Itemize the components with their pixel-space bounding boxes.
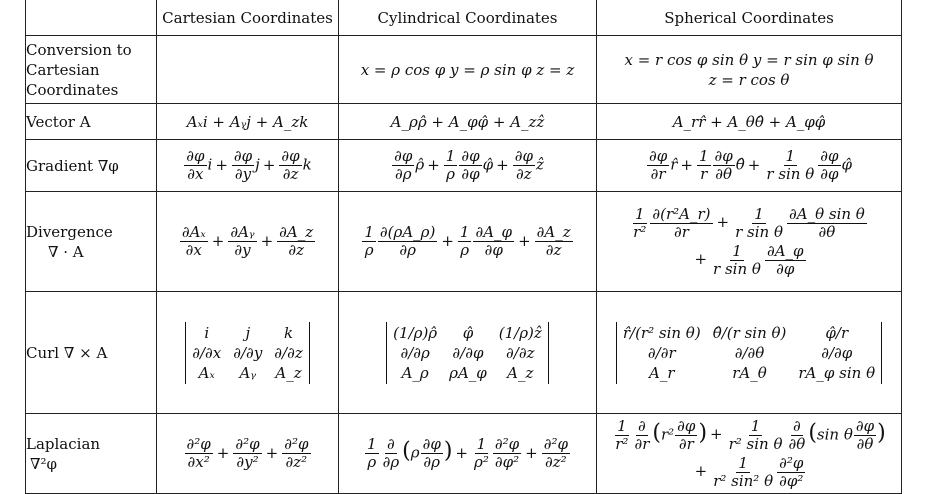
label-laplacian-line2: ∇²φ	[30, 454, 57, 473]
row-laplacian	[26, 414, 902, 494]
label-vector: Vector A	[26, 104, 157, 140]
row-conversion	[26, 36, 902, 104]
curl-cylindrical-determinant: (1/ρ)ρ̂ φ̂ (1/ρ)ẑ ∂/∂ρ ∂/∂φ ∂/∂z A_ρ ρA_φ A_z	[386, 322, 549, 384]
label-gradient: Gradient ∇φ	[26, 140, 157, 192]
gradient-spherical: $\frac{\partial\varphi}{\partial r}$ r̂ + $\frac{1}{r}$ $\frac{\partial\varphi}{\partial\theta}$ θ̂ + $\frac{1}{\text{r sin θ}}$ $\frac{\partial\varphi}{\partial\varphi}$ φ̂	[597, 140, 902, 192]
laplacian-spherical: $\frac{1}{\text{r²}}$ $\frac{\partial}{\partial r}$ (r² $\frac{\partial\varphi}{\partial r}$ ) + $\frac{1}{\text{r² sin θ}}$ $\frac{\partial}{\partial\theta}$ (sin θ $\frac{\partial\varphi}{\partial\theta}$ ) + $\frac{1}{\text{r² sin² θ}}$ $\frac{\text{∂²φ}}{\text{∂φ²}}$	[597, 414, 902, 494]
row-gradient	[26, 140, 902, 192]
vector-cylindrical: A_ρρ̂ + A_φφ̂ + A_zẑ	[339, 104, 597, 140]
conversion-spherical-line1: x = r cos φ sin θ y = r sin φ sin θ	[624, 50, 874, 69]
conversion-spherical	[597, 36, 902, 104]
vector-cartesian: Aₓi + Aᵧj + A_zk	[157, 104, 339, 140]
row-vector	[26, 104, 902, 140]
label-curl: Curl ∇ × A	[26, 292, 157, 414]
curl-cylindrical	[339, 292, 597, 414]
header-row	[26, 0, 902, 36]
header-cartesian: Cartesian Coordinates	[157, 0, 339, 36]
label-laplacian	[26, 414, 157, 494]
row-divergence	[26, 192, 902, 292]
laplacian-cylindrical: $\frac{1}{\rho}$ $\frac{\partial}{\partial\rho}$ (ρ $\frac{\partial\varphi}{\partial\rho}$ ) + $\frac{1}{\text{ρ²}}$ $\frac{\text{∂²φ}}{\text{∂φ²}}$ + $\frac{\text{∂²φ}}{\text{∂z²}}$	[339, 414, 597, 494]
label-divergence	[26, 192, 157, 292]
conversion-cylindrical: x = ρ cos φ y = ρ sin φ z = z	[339, 36, 597, 104]
laplacian-cartesian: $\frac{\text{∂²φ}}{\text{∂x²}}$ + $\frac{\text{∂²φ}}{\text{∂y²}}$ + $\frac{\text{∂²φ}}{\text{∂z²}}$	[157, 414, 339, 494]
label-conversion-line3: Coordinates	[26, 80, 119, 99]
row-curl	[26, 292, 902, 414]
label-conversion	[26, 36, 157, 104]
label-conversion-line2: Cartesian	[26, 60, 100, 79]
curl-spherical	[597, 292, 902, 414]
conversion-cartesian	[157, 36, 339, 104]
curl-cartesian	[157, 292, 339, 414]
label-conversion-line1: Conversion to	[26, 40, 132, 59]
curl-cartesian-determinant: i j k ∂/∂x ∂/∂y ∂/∂z Aₓ Aᵧ A_z	[185, 322, 310, 384]
header-cylindrical: Cylindrical Coordinates	[339, 0, 597, 36]
conversion-spherical-line2: z = r cos θ	[708, 70, 790, 89]
divergence-cartesian: $\frac{\text{∂Aₓ}}{\partial x}$ + $\frac{\text{∂Aᵧ}}{\partial y}$ + $\frac{\partial A\_z}{\partial z}$	[157, 192, 339, 292]
label-divergence-line1: Divergence	[26, 222, 113, 241]
vector-spherical: A_rr̂ + A_θθ̂ + A_φφ̂	[597, 104, 902, 140]
gradient-cylindrical: $\frac{\partial\varphi}{\partial\rho}$ ρ̂ + $\frac{1}{\rho}$ $\frac{\partial\varphi}{\partial\varphi}$ φ̂ + $\frac{\partial\varphi}{\partial z}$ ẑ	[339, 140, 597, 192]
gradient-cartesian: $\frac{\partial\varphi}{\partial x}$ i + $\frac{\partial\varphi}{\partial y}$ j + $\frac{\partial\varphi}{\partial z}$ k	[157, 140, 339, 192]
corner-cell	[26, 0, 157, 36]
header-spherical: Spherical Coordinates	[597, 0, 902, 36]
label-divergence-line2: ∇ · A	[48, 242, 84, 261]
curl-spherical-determinant: r̂/(r² sin θ) θ̂/(r sin θ) φ̂/r ∂/∂r ∂/∂θ ∂/∂φ A_r rA_θ rA_φ sin θ	[616, 322, 882, 384]
divergence-spherical: $\frac{1}{\text{r²}}$ $\frac{\text{∂(r²A\_r)}}{\partial r}$ + $\frac{1}{\text{r sin θ}}$ $\frac{\text{∂A\_θ sin θ}}{\partial\theta}$ + $\frac{1}{\text{r sin θ}}$ $\frac{\partial A\_\varphi}{\partial\varphi}$	[597, 192, 902, 292]
divergence-cylindrical: $\frac{1}{\rho}$ $\frac{\partial(\rho A\_\rho)}{\partial\rho}$ + $\frac{1}{\rho}$ $\frac{\partial A\_\varphi}{\partial\varphi}$ + $\frac{\partial A\_z}{\partial z}$	[339, 192, 597, 292]
coordinate-systems-table	[25, 0, 902, 494]
label-laplacian-line1: Laplacian	[26, 434, 101, 453]
